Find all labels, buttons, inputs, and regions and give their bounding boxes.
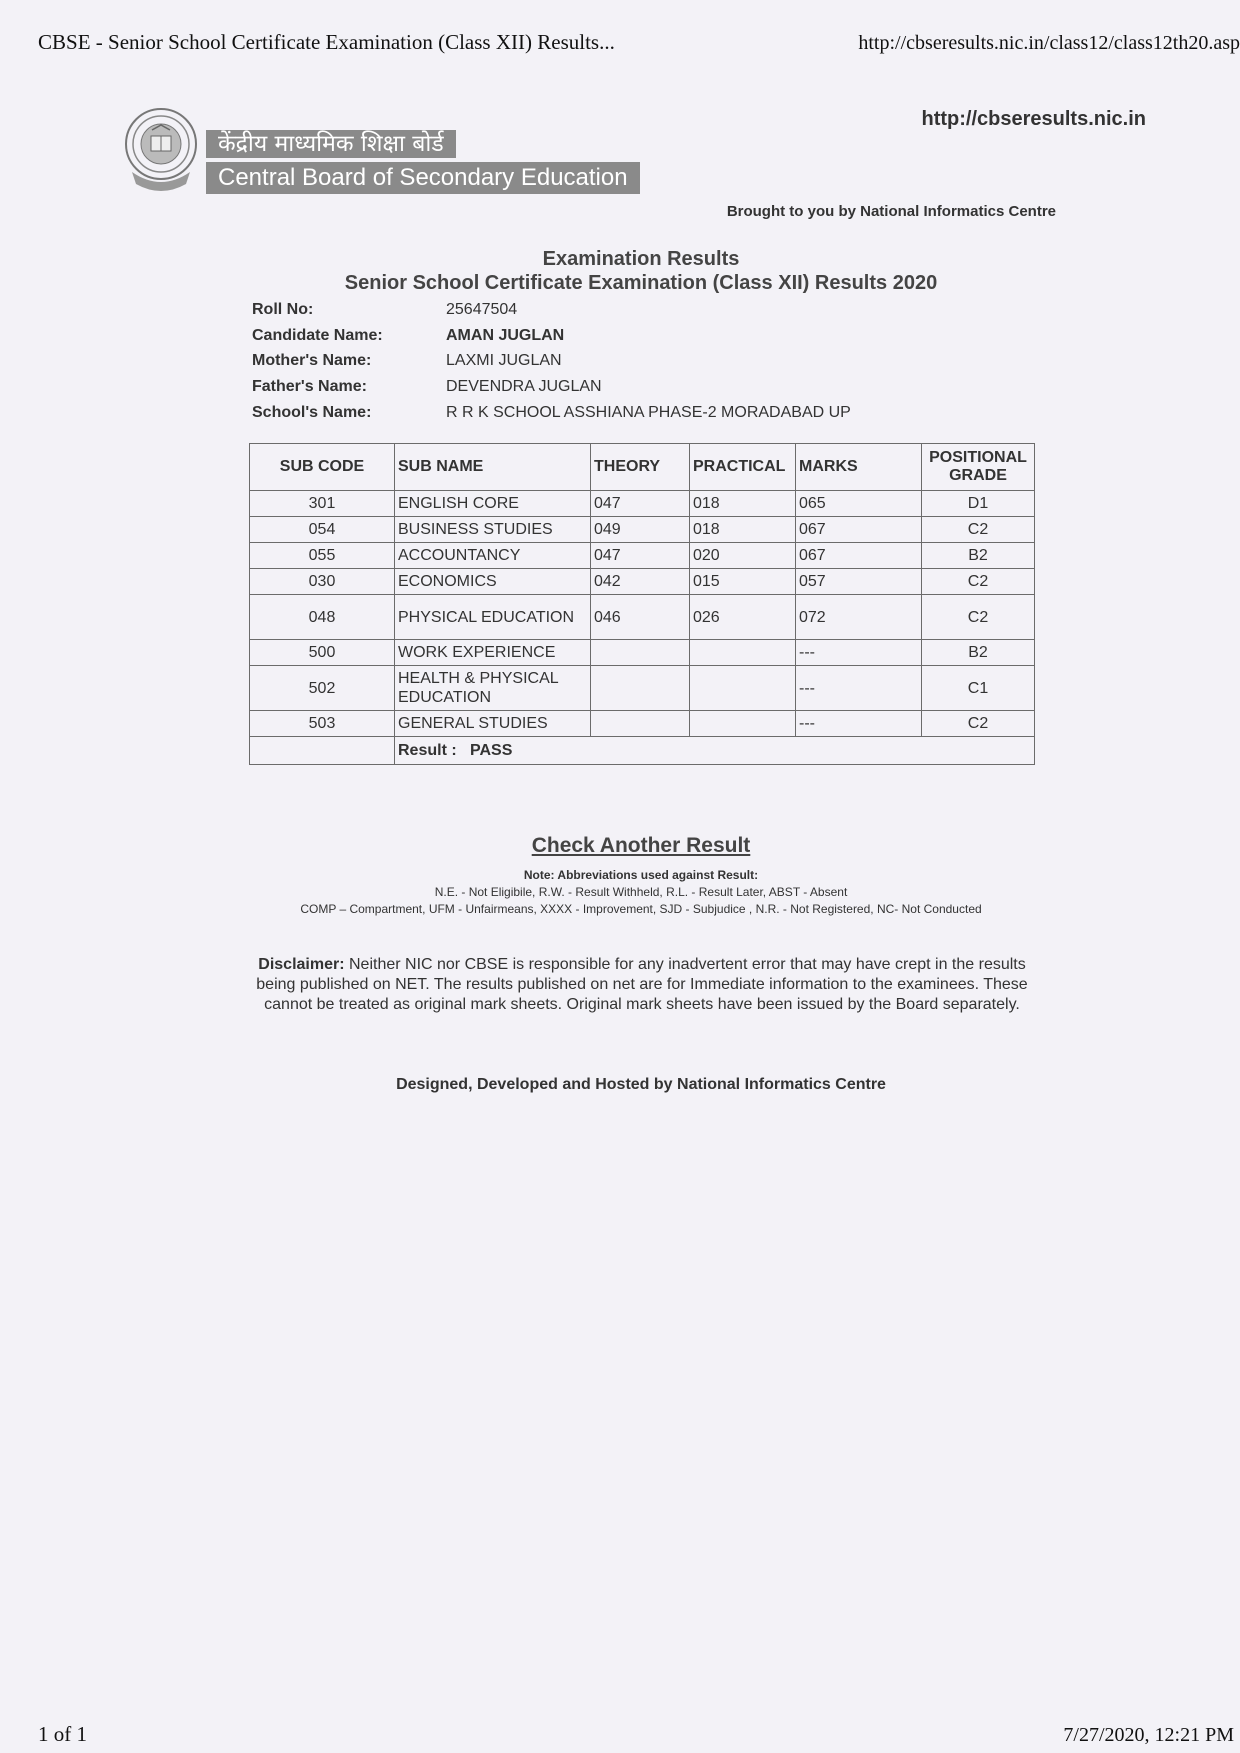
father-name-label: Father's Name:	[252, 378, 367, 395]
practical-cell: 026	[690, 595, 796, 640]
practical-cell: 020	[690, 543, 796, 569]
sub-code-cell: 048	[250, 595, 395, 640]
sub-name-cell: ENGLISH CORE	[395, 491, 591, 517]
theory-cell	[591, 711, 690, 737]
mother-name-label: Mother's Name:	[252, 352, 372, 369]
sub-code-cell: 502	[250, 666, 395, 711]
marks-cell: 067	[796, 543, 922, 569]
sub-code-cell: 503	[250, 711, 395, 737]
table-row	[250, 569, 1035, 595]
table-row	[250, 543, 1035, 569]
grade-cell: C2	[922, 517, 1035, 543]
print-page-count: 1 of 1	[38, 1722, 87, 1746]
check-another-result-link[interactable]: Check Another Result	[531, 834, 751, 857]
father-name-value: DEVENDRA JUGLAN	[446, 378, 602, 395]
result-empty-cell	[250, 737, 395, 765]
result-value: PASS	[470, 741, 513, 759]
table-header-row	[250, 444, 1035, 491]
note-line-1: N.E. - Not Eligibile, R.W. - Result Withheld, R.L. - Result Later, ABST - Absent	[434, 885, 848, 899]
sub-name-cell: PHYSICAL EDUCATION	[395, 595, 591, 640]
theory-cell: 047	[591, 543, 690, 569]
marks-cell: 057	[796, 569, 922, 595]
print-page-title: CBSE - Senior School Certificate Examination (Class XII) Results...	[38, 30, 615, 54]
theory-cell: 042	[591, 569, 690, 595]
exam-heading: Examination Results	[542, 248, 740, 270]
cbse-logo-icon	[122, 106, 200, 192]
roll-label: Roll No:	[252, 301, 314, 318]
marks-cell: ---	[796, 640, 922, 666]
grade-cell: C2	[922, 569, 1035, 595]
sub-name-cell: GENERAL STUDIES	[395, 711, 591, 737]
header-theory: THEORY	[591, 444, 690, 491]
disclaimer	[254, 955, 1030, 1015]
sub-name-cell: HEALTH & PHYSICAL EDUCATION	[395, 666, 591, 711]
result-row	[250, 737, 1035, 765]
practical-cell	[690, 666, 796, 711]
table-row	[250, 640, 1035, 666]
school-name-value: R R K SCHOOL ASSHIANA PHASE-2 MORADABAD UP	[446, 404, 851, 421]
nic-credit: Brought to you by National Informatics Centre	[726, 203, 1056, 220]
theory-cell: 047	[591, 491, 690, 517]
mother-name-value: LAXMI JUGLAN	[446, 352, 562, 369]
theory-cell: 046	[591, 595, 690, 640]
header-practical: PRACTICAL	[690, 444, 796, 491]
sub-name-cell: WORK EXPERIENCE	[395, 640, 591, 666]
header-marks: MARKS	[796, 444, 922, 491]
banner-hindi-name: केंद्रीय माध्यमिक शिक्षा बोर्ड	[206, 130, 456, 158]
marks-cell: 067	[796, 517, 922, 543]
sub-name-cell: BUSINESS STUDIES	[395, 517, 591, 543]
practical-cell: 018	[690, 491, 796, 517]
table-row	[250, 595, 1035, 640]
grade-cell: B2	[922, 543, 1035, 569]
table-row	[250, 491, 1035, 517]
practical-cell	[690, 711, 796, 737]
grade-cell: B2	[922, 640, 1035, 666]
note-line-2: COMP – Compartment, UFM - Unfairmeans, XXXX - Improvement, SJD - Subjudice , N.R. - Not Registered, NC- Not Conducted	[300, 902, 982, 916]
banner-english-name: Central Board of Secondary Education	[206, 162, 640, 194]
results-table	[249, 443, 1035, 765]
sub-code-cell: 500	[250, 640, 395, 666]
theory-cell: 049	[591, 517, 690, 543]
exam-subheading: Senior School Certificate Examination (Class XII) Results 2020	[344, 272, 938, 294]
print-timestamp: 7/27/2020, 12:21 PM	[1063, 1724, 1234, 1746]
theory-cell	[591, 666, 690, 711]
header-positional-grade: POSITIONAL GRADE	[922, 444, 1035, 491]
disclaimer-text: Neither NIC nor CBSE is responsible for any inadvertent error that may have crept in the results being published on NET. The results published on net are for Immediate information to the examinees. These cannot be treated as original mark sheets. Original mark sheets have been issued by the Board separately.	[256, 956, 1028, 1013]
marks-cell: ---	[796, 666, 922, 711]
marks-cell: 065	[796, 491, 922, 517]
sub-code-cell: 301	[250, 491, 395, 517]
practical-cell	[690, 640, 796, 666]
marks-cell: 072	[796, 595, 922, 640]
candidate-name-label: Candidate Name:	[252, 327, 383, 344]
result-label: Result :	[398, 741, 457, 759]
sub-code-cell: 030	[250, 569, 395, 595]
candidate-name-value: AMAN JUGLAN	[446, 327, 565, 344]
grade-cell: C2	[922, 711, 1035, 737]
table-row	[250, 711, 1035, 737]
table-row	[250, 517, 1035, 543]
header-sub-name: SUB NAME	[395, 444, 591, 491]
sub-name-cell: ECONOMICS	[395, 569, 591, 595]
grade-cell: D1	[922, 491, 1035, 517]
sub-code-cell: 054	[250, 517, 395, 543]
grade-cell: C1	[922, 666, 1035, 711]
marks-cell: ---	[796, 711, 922, 737]
roll-value: 25647504	[446, 301, 518, 318]
header-sub-code: SUB CODE	[250, 444, 395, 491]
note-title: Note: Abbreviations used against Result:	[523, 868, 759, 882]
theory-cell	[591, 640, 690, 666]
sub-code-cell: 055	[250, 543, 395, 569]
site-url-link[interactable]: http://cbseresults.nic.in	[921, 108, 1146, 130]
grade-cell: C2	[922, 595, 1035, 640]
sub-name-cell: ACCOUNTANCY	[395, 543, 591, 569]
result-cell	[395, 737, 1035, 765]
practical-cell: 015	[690, 569, 796, 595]
disclaimer-label: Disclaimer:	[258, 956, 345, 973]
print-page-url: http://cbseresults.nic.in/class12/class12th20.asp	[858, 32, 1240, 54]
table-row	[250, 666, 1035, 711]
practical-cell: 018	[690, 517, 796, 543]
footer-credit: Designed, Developed and Hosted by National Informatics Centre	[396, 1076, 886, 1093]
school-name-label: School's Name:	[252, 404, 372, 421]
